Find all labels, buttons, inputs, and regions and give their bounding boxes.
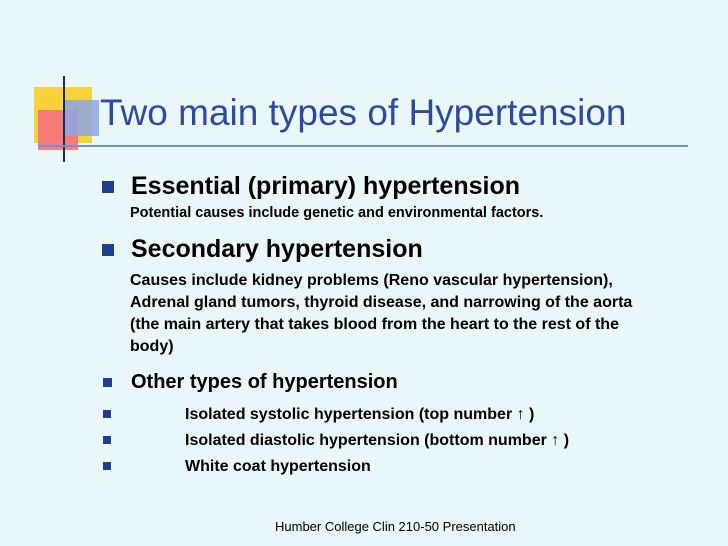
detail-secondary-line-3: (the main artery that takes blood from the heart to the rest of the [130,316,619,333]
bullet-square-icon [103,410,111,418]
bullet-square-icon [103,462,111,470]
decorative-vertical-line [63,76,65,162]
heading-other-types: Other types of hypertension [131,371,398,393]
heading-secondary: Secondary hypertension [131,235,423,263]
slide-title: Two main types of Hypertension [100,92,627,133]
detail-secondary-line-4: body) [130,338,174,355]
subtype-diastolic: Isolated diastolic hypertension (bottom number ↑ ) [185,432,570,449]
detail-essential: Potential causes include genetic and environmental factors. [130,205,544,221]
bullet-square-icon [102,181,114,193]
bullet-square-icon [102,244,114,256]
slide-footer: Humber College Clin 210-50 Presentation [275,519,516,534]
bullet-square-icon [103,378,112,387]
title-divider [38,145,688,147]
heading-essential: Essential (primary) hypertension [131,172,521,200]
detail-secondary-line-2: Adrenal gland tumors, thyroid disease, and narrowing of the aorta [130,294,633,311]
bullet-square-icon [103,436,111,444]
decorative-blue-square [63,100,99,136]
detail-secondary-line-1: Causes include kidney problems (Reno vascular hypertension), [130,272,613,289]
subtype-white-coat: White coat hypertension [185,458,371,475]
subtype-systolic: Isolated systolic hypertension (top number ↑ ) [185,406,535,423]
